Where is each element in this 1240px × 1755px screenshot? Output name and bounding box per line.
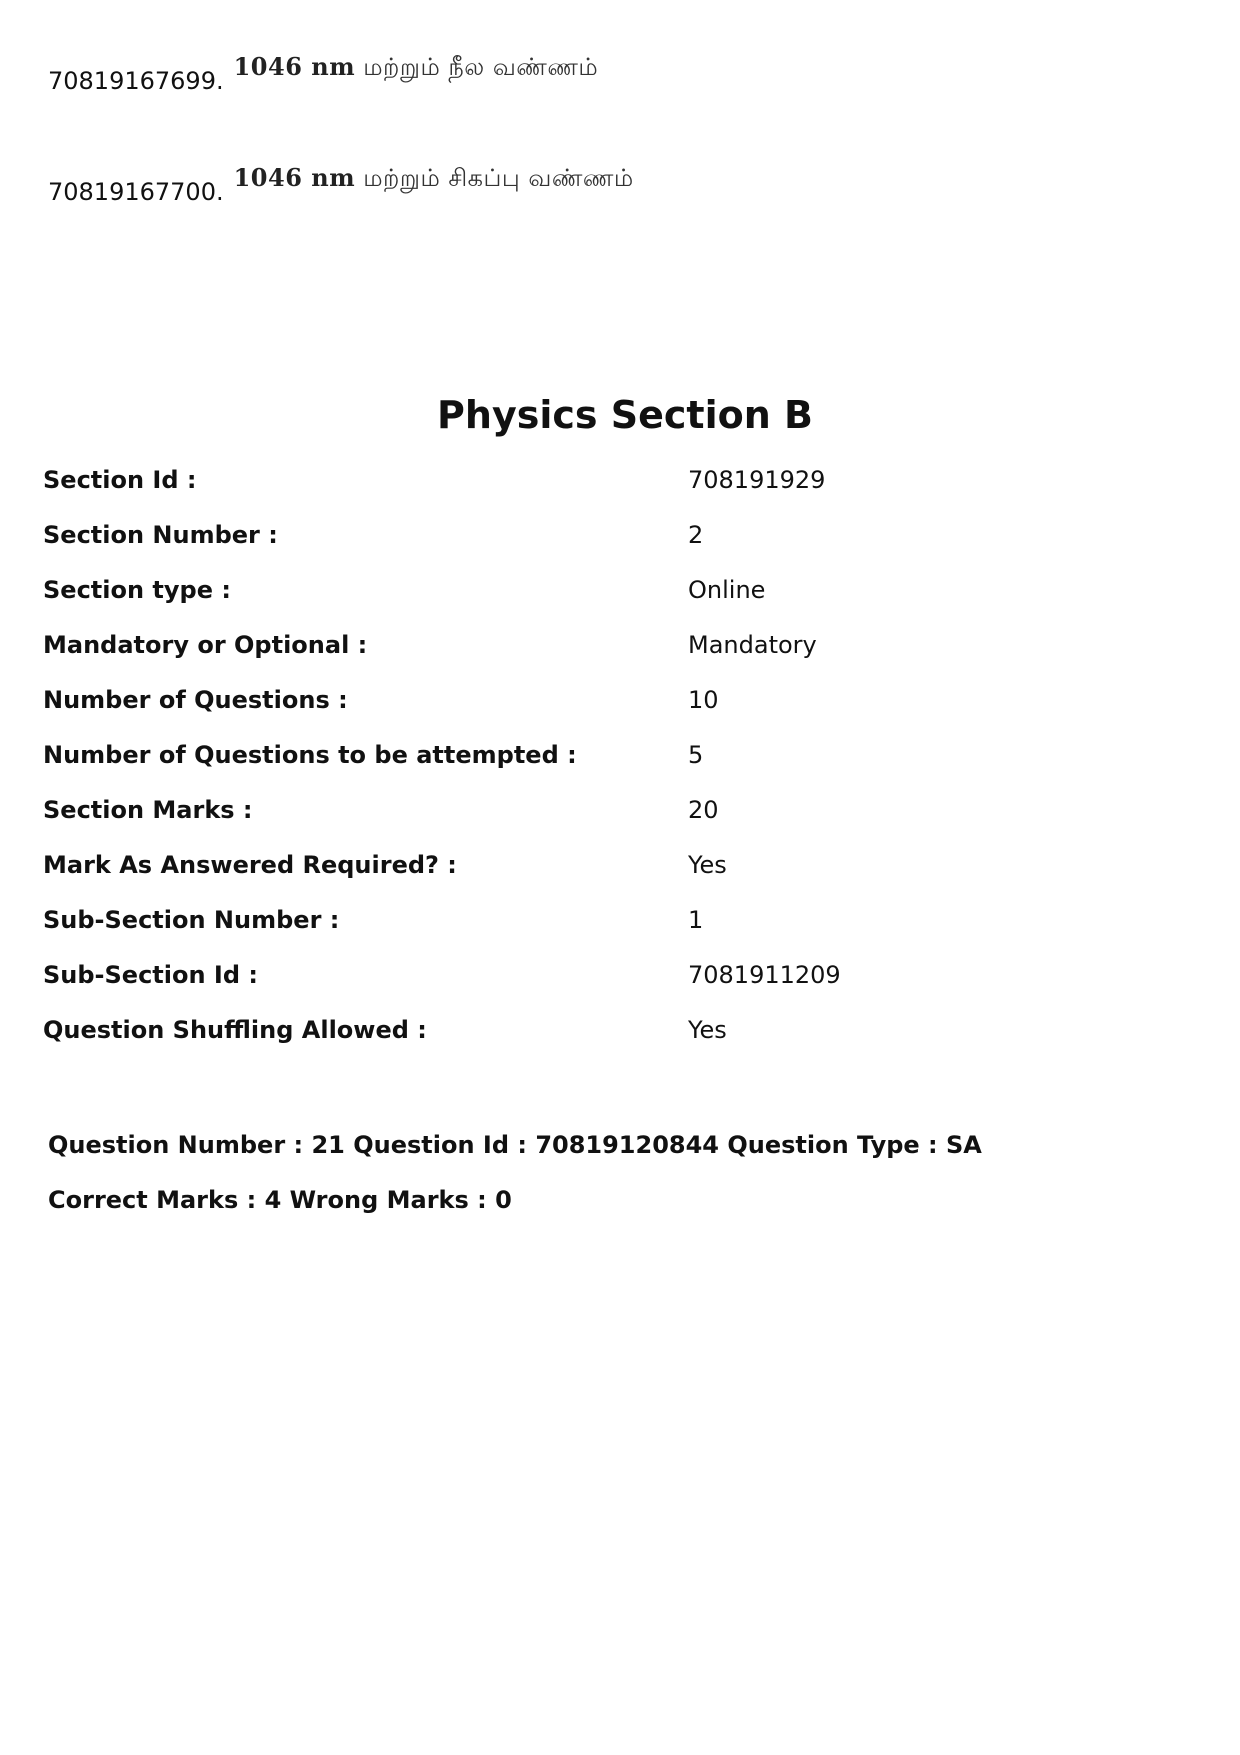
info-row-section-type (43, 572, 1193, 608)
info-row-number-of-questions (43, 682, 1193, 718)
info-row-shuffling (43, 1012, 1193, 1048)
info-label: Section type : (43, 576, 231, 604)
info-label: Section Id : (43, 466, 197, 494)
info-label: Section Number : (43, 521, 278, 549)
option-value: 1046 nm (233, 52, 356, 81)
info-label: Sub-Section Id : (43, 961, 258, 989)
option-tamil-text: மற்றும் நீல வண்ணம் (363, 53, 599, 81)
info-value: Mandatory (688, 631, 817, 659)
option-number: 70819167699. (48, 67, 224, 95)
info-row-mark-as-answered (43, 847, 1193, 883)
question-marks: Correct Marks : 4 Wrong Marks : 0 (48, 1186, 512, 1214)
info-value: 2 (688, 521, 704, 549)
option-tamil-text: மற்றும் சிகப்பு வண்ணம் (363, 164, 634, 192)
question-header: Question Number : 21 Question Id : 70819120844 Question Type : SA (48, 1131, 982, 1159)
option-item (48, 163, 634, 207)
option-value: 1046 nm (233, 163, 356, 192)
info-row-sub-section-id (43, 957, 1193, 993)
info-value: 7081911209 (688, 961, 841, 989)
info-label: Number of Questions : (43, 686, 348, 714)
section-title: Physics Section B (437, 393, 813, 437)
info-label: Section Marks : (43, 796, 253, 824)
info-value: 708191929 (688, 466, 826, 494)
info-value: Yes (688, 851, 727, 879)
info-label: Sub-Section Number : (43, 906, 340, 934)
info-label: Number of Questions to be attempted : (43, 741, 577, 769)
option-text (234, 52, 599, 82)
option-item (48, 52, 598, 96)
info-row-section-marks (43, 792, 1193, 828)
info-value: 20 (688, 796, 719, 824)
info-value: Online (688, 576, 766, 604)
info-row-sub-section-number (43, 902, 1193, 938)
info-label: Mark As Answered Required? : (43, 851, 457, 879)
info-row-questions-to-attempt (43, 737, 1193, 773)
info-label: Question Shuffling Allowed : (43, 1016, 427, 1044)
option-text (234, 163, 634, 193)
info-value: 1 (688, 906, 704, 934)
info-row-section-id (43, 462, 1193, 498)
option-number: 70819167700. (48, 178, 224, 206)
info-row-mandatory (43, 627, 1193, 663)
info-value: Yes (688, 1016, 727, 1044)
info-row-section-number (43, 517, 1193, 553)
info-value: 10 (688, 686, 719, 714)
info-label: Mandatory or Optional : (43, 631, 368, 659)
info-value: 5 (688, 741, 704, 769)
